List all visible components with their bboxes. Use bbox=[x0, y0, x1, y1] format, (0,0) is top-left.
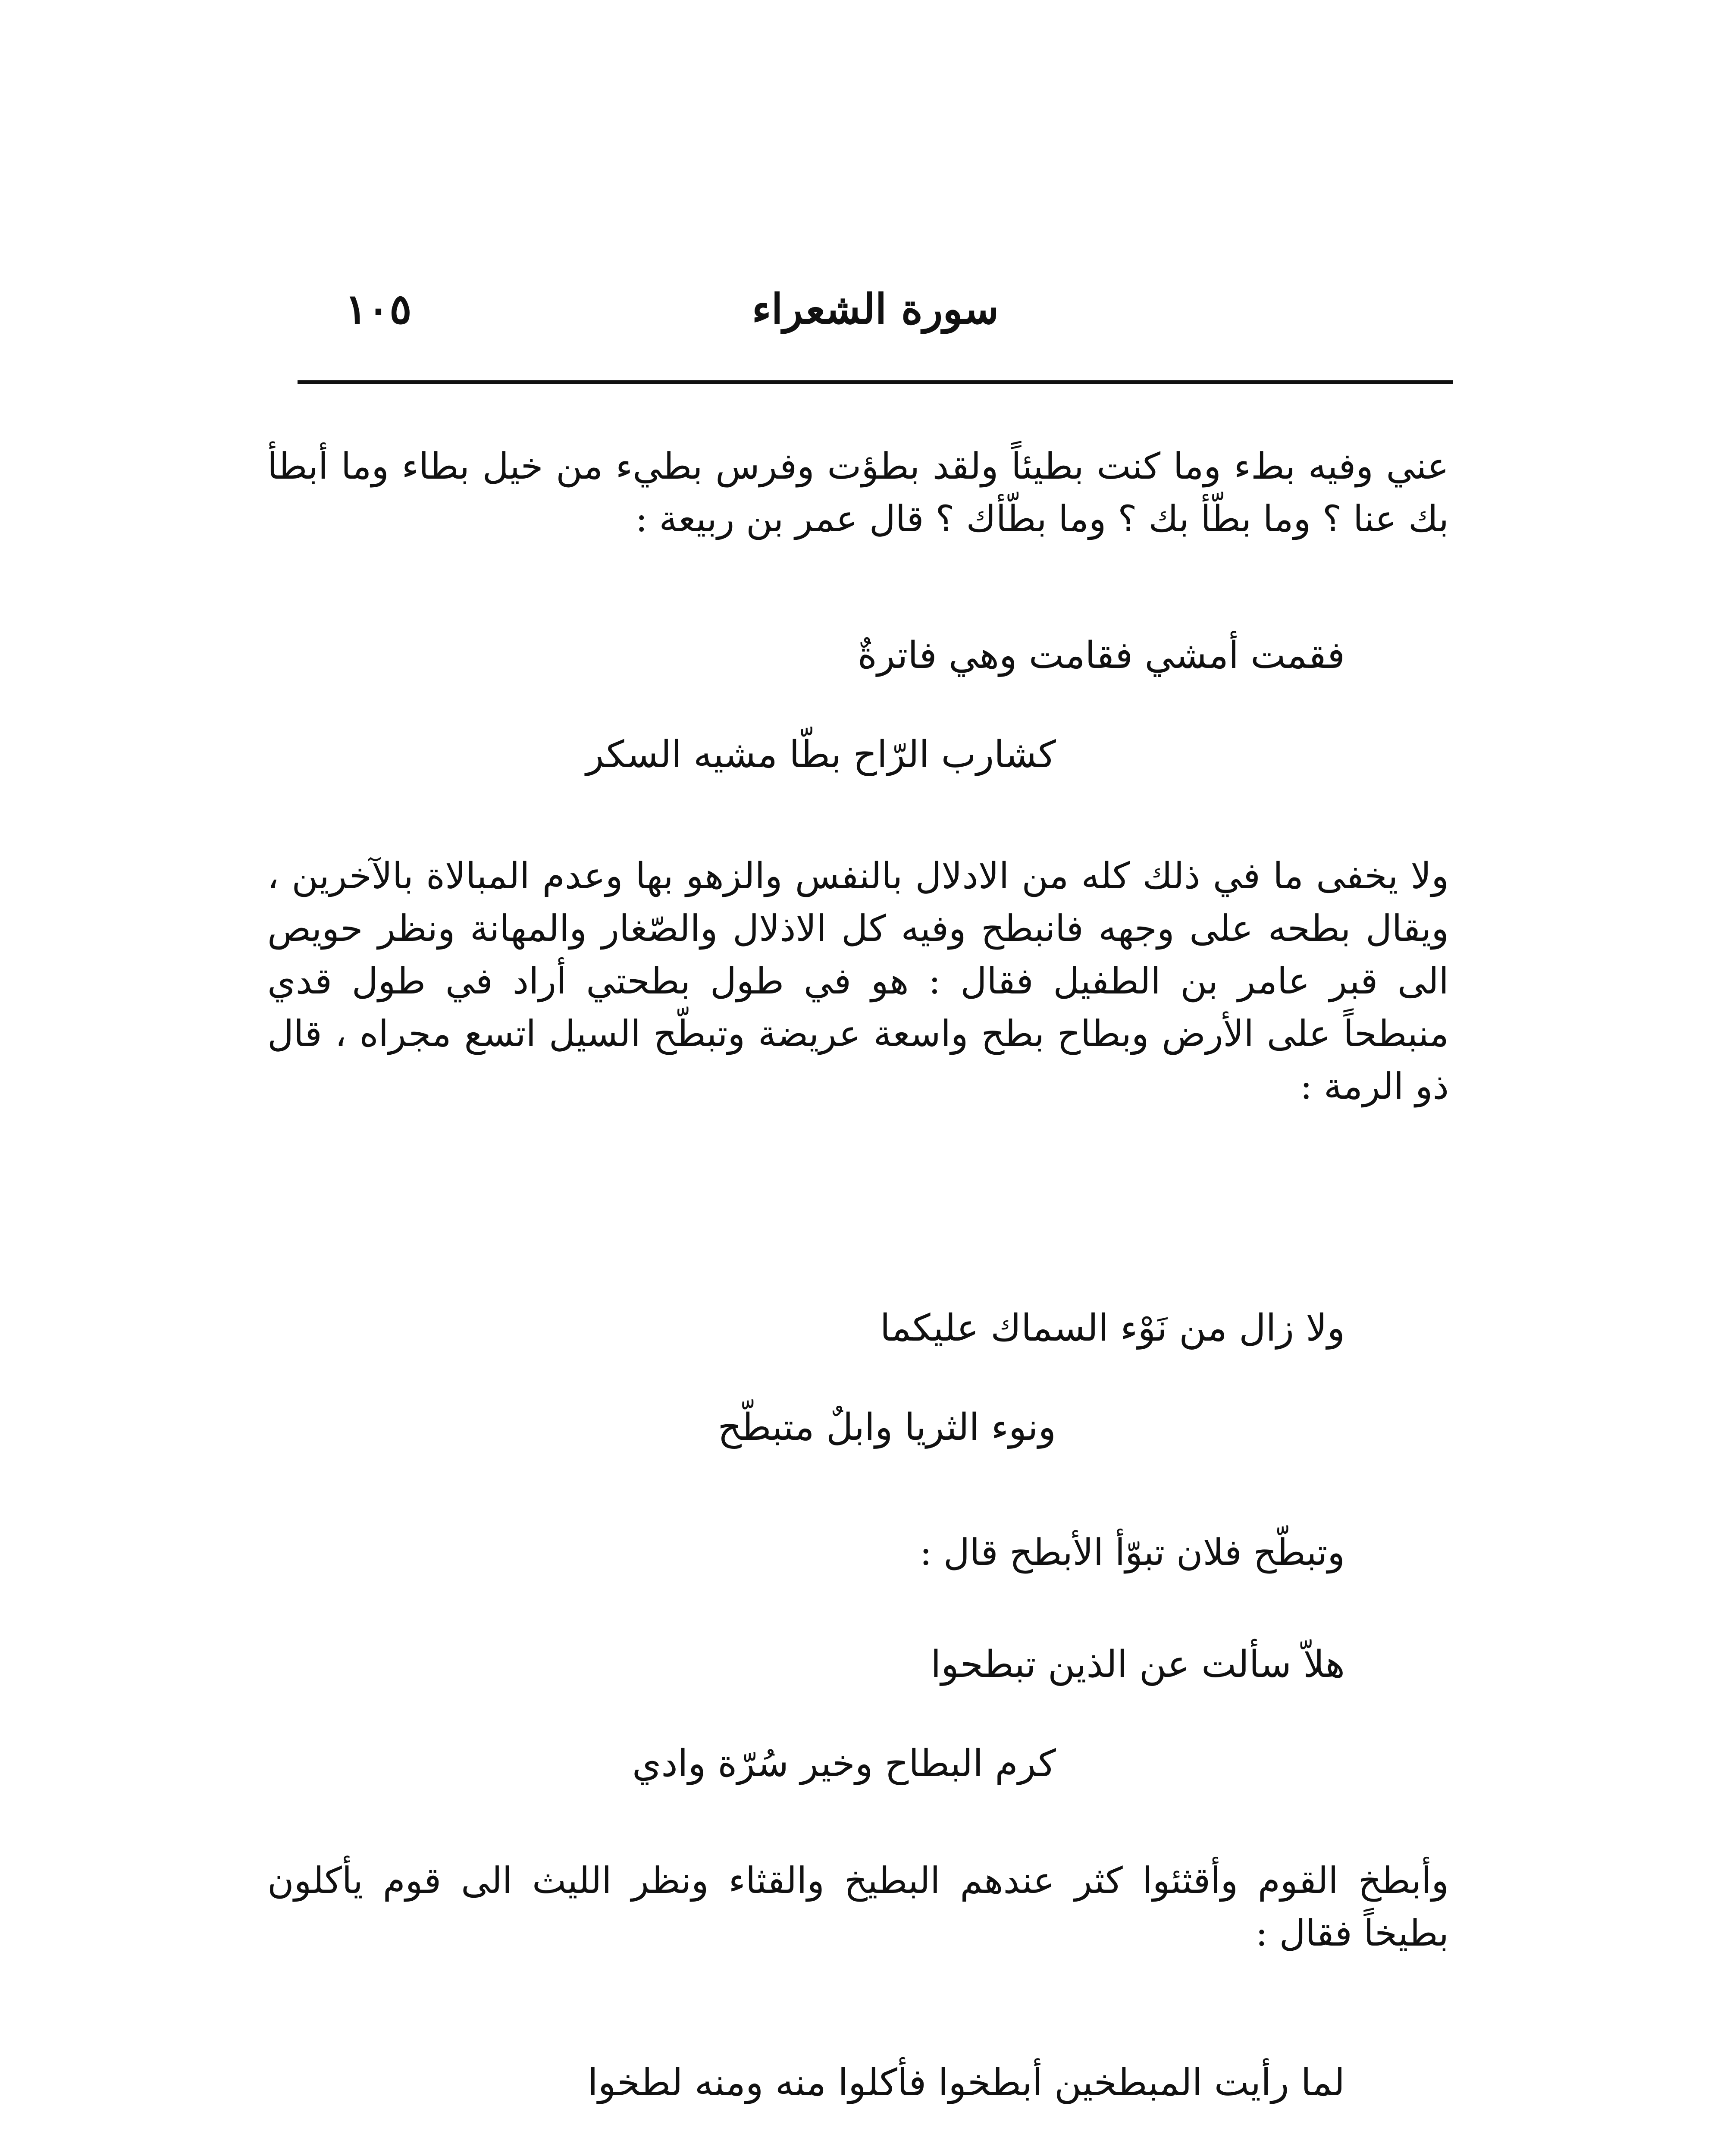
paragraph-1: عني وفيه بطء وما كنت بطيئاً ولقد بطؤت وفرس بطيء من خيل بطاء وما أبطأ بك عنا ؟ وما بطّأ بك ؟ وما بطّأك ؟ قال عمر بن ربيعة : bbox=[267, 445, 1449, 540]
verse-2-first-hemistich: ولا زال من نَوْء السماك عليكما bbox=[880, 1307, 1345, 1350]
paragraph-4: وأبطخ القوم وأقثئوا كثر عندهم البطيخ والقثاء ونظر الليث الى قوم يأكلون بطيخاً فقال : bbox=[267, 1859, 1449, 1954]
page-number: ١٠٥ bbox=[345, 285, 412, 333]
verse-3-second-hemistich: كرم البطاح وخير سُرّة وادي bbox=[632, 1742, 1056, 1785]
page-title: سورة الشعراء bbox=[752, 285, 999, 333]
header-divider bbox=[298, 380, 1453, 384]
verse-3-first-hemistich: هلاّ سألت عن الذين تبطحوا bbox=[931, 1643, 1345, 1686]
verse-1-second-hemistich: كشارب الرّاح بطّا مشيه السكر bbox=[586, 733, 1056, 776]
page-header bbox=[298, 276, 1453, 362]
verse-4: لما رأيت المبطخين أبطخوا فأكلوا منه ومنه لطخوا bbox=[587, 2061, 1345, 2104]
paragraph-2: ولا يخفى ما في ذلك كله من الادلال بالنفس والزهو بها وعدم المبالاة بالآخرين ، ويقال بطحه على وجهه فانبطح وفيه كل الاذلال والصّغار والمهانة ونظر حويص الى قبر عامر بن الطفيل فقال : هو في طول بطحتي أراد في طول قدي منبطحاً على الأرض وبطاح بطح واسعة عريضة وتبطّح السيل اتسع مجراه ، قال ذو الرمة : bbox=[267, 855, 1449, 1107]
paragraph-3: وتبطّح فلان تبوّأ الأبطح قال : bbox=[919, 1531, 1345, 1573]
verse-1-first-hemistich: فقمت أمشي فقامت وهي فاترةٌ bbox=[857, 634, 1345, 677]
verse-2-second-hemistich: ونوء الثريا وابلٌ متبطّح bbox=[718, 1406, 1056, 1449]
